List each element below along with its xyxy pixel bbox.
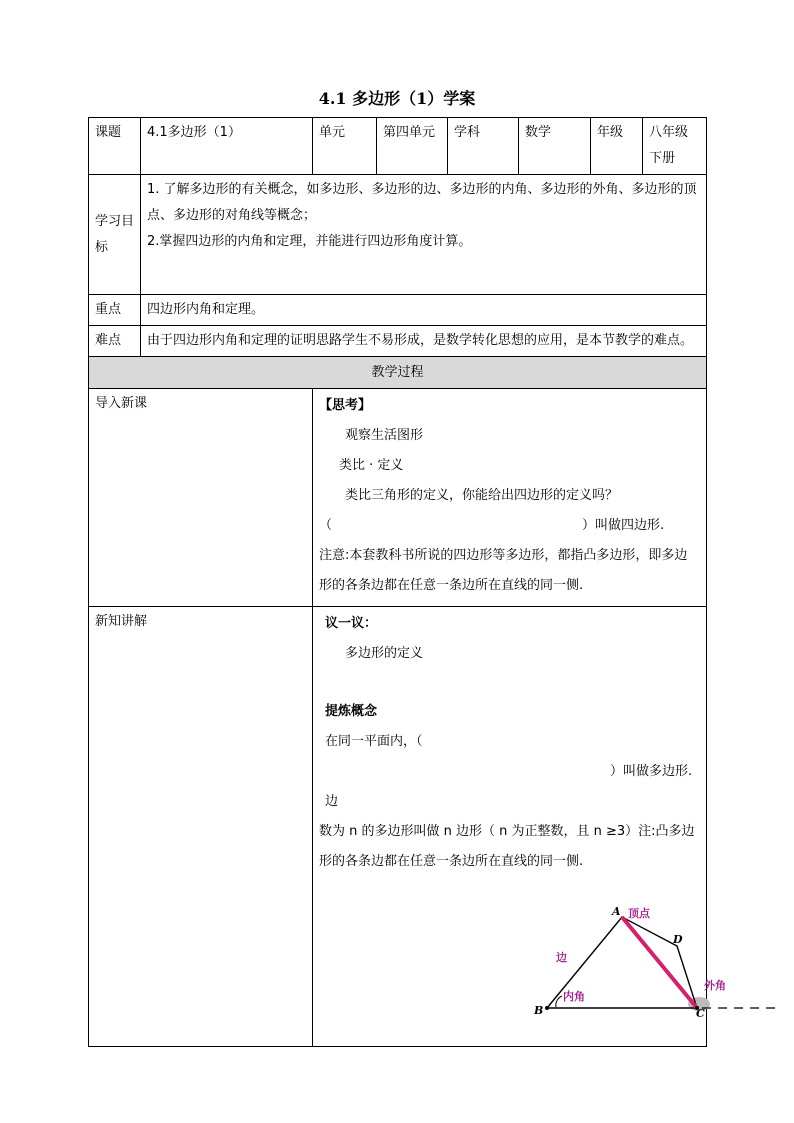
intro-row: [89, 389, 707, 607]
vertex-label-d: D: [673, 933, 683, 946]
key-label: 重点: [89, 295, 141, 326]
vertex-label-b: B: [534, 1004, 544, 1017]
side-caption: 边: [556, 951, 567, 964]
unit-label: 单元: [313, 118, 377, 175]
subject-label: 学科: [448, 118, 519, 175]
goal-line-1: 1. 了解多边形的有关概念，如多边形、多边形的边、多边形的内角、多边形的外角、多边形的顶点、多边形的对角线等概念；: [147, 182, 697, 223]
analogy-text: 类比 · 定义: [339, 458, 404, 473]
polygon-figure: [524, 897, 794, 1027]
vertex-caption: 顶点: [628, 907, 650, 920]
unit-value: 第四单元: [377, 118, 448, 175]
page-title: 4.1 多边形（1）学案: [318, 89, 476, 108]
lesson-value: 4.1多边形（1）: [141, 118, 313, 175]
process-header-row: [89, 357, 707, 389]
definition-text: 多边形的定义: [345, 646, 424, 661]
definition-open: 在同一平面内，（: [325, 734, 423, 749]
vertex-label-c: C: [696, 1007, 705, 1020]
newknowledge-label: 新知讲解: [95, 614, 148, 629]
observe-text: 观察生活图形: [345, 428, 424, 443]
exterior-angle-caption: 外角: [704, 979, 726, 992]
definition-close: ）叫做多边形. 边: [325, 764, 693, 809]
question-text: 类比三角形的定义，你能给出四边形的定义吗？: [345, 488, 619, 503]
difficulty-label: 难点: [89, 326, 141, 357]
point-b: [545, 1006, 549, 1010]
info-row: [89, 118, 707, 175]
blank-open: （: [319, 518, 333, 533]
diagonal-line: [622, 917, 697, 1008]
goals-label: 学习目标: [89, 175, 141, 295]
polygon-definition-line: [319, 727, 700, 817]
vertex-label-a: A: [612, 905, 621, 918]
blank-line: [319, 511, 700, 541]
note-text: 注意:本套教科书所说的四边形等多边形，都指凸多边形，即多边形的各条边都在任意一条边所在直线的同一侧.: [319, 548, 688, 593]
polygon-diagram: [524, 897, 794, 1027]
subject-value: 数学: [519, 118, 591, 175]
blank-close: ）叫做四边形.: [582, 518, 665, 533]
think-heading: 【思考】: [319, 398, 372, 413]
interior-angle-caption: 内角: [563, 990, 585, 1003]
intro-label: 导入新课: [95, 396, 148, 411]
lesson-label: 课题: [89, 118, 141, 175]
key-row: [89, 295, 707, 326]
goals-row: [89, 175, 707, 295]
grade-value: 八年级下册: [643, 118, 707, 175]
difficulty-text: 由于四边形内角和定理的证明思路学生不易形成，是数学转化思想的应用，是本节教学的难点。: [141, 326, 707, 357]
refine-heading: 提炼概念: [325, 704, 378, 719]
key-text: 四边形内角和定理。: [141, 295, 707, 326]
goal-line-2: 2.掌握四边形的内角和定理，并能进行四边形角度计算。: [147, 234, 472, 249]
difficulty-row: [89, 326, 707, 357]
grade-label: 年级: [591, 118, 643, 175]
process-header: 教学过程: [89, 357, 707, 389]
interior-angle-mark: [556, 996, 562, 1007]
lesson-table: [88, 117, 726, 1047]
discuss-heading: 议一议：: [325, 616, 378, 631]
newknowledge-row: [89, 607, 707, 1047]
n-gon-text: 数为 n 的多边形叫做 n 边形（ n 为正整数，且 n ≥3）注:凸多边形的各条边都在任意一条边所在直线的同一侧.: [319, 824, 695, 869]
